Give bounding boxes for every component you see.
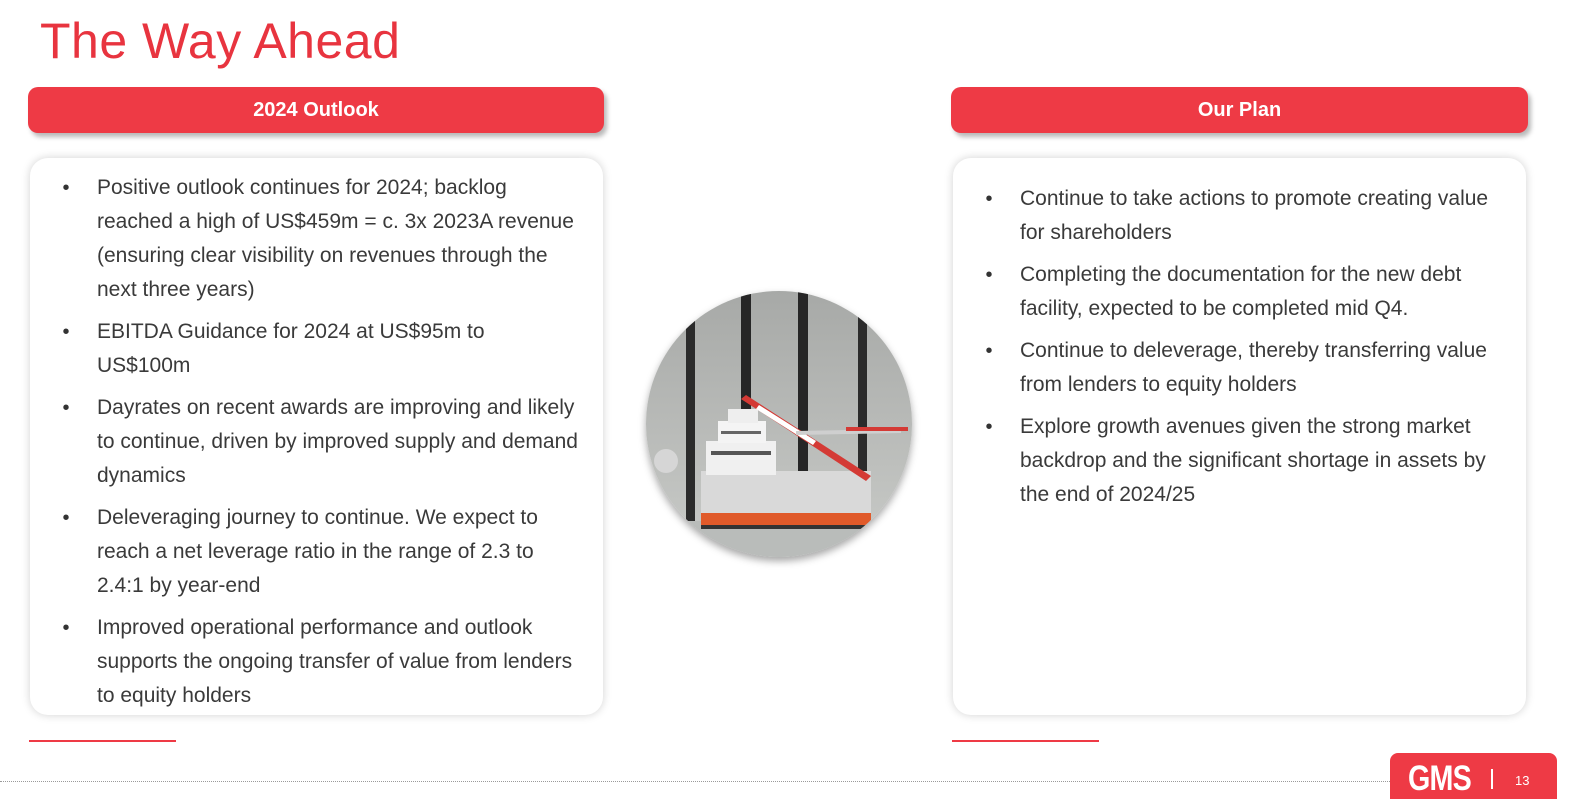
bullet-icon: •	[62, 617, 70, 639]
vessel-photo	[646, 291, 912, 557]
list-item	[983, 410, 1503, 512]
bullet-icon: •	[985, 188, 993, 210]
bullet-icon: •	[62, 177, 70, 199]
bullet-icon: •	[985, 416, 993, 438]
bullet-icon: •	[62, 321, 70, 343]
logo-separator	[1491, 769, 1493, 789]
bullet-icon: •	[62, 507, 70, 529]
page-title: The Way Ahead	[40, 13, 401, 69]
bullet-text: Explore growth avenues given the strong market backdrop and the significant shortage in assets by the end of 2024/25	[1020, 415, 1486, 506]
bullet-text: Improved operational performance and outlook supports the ongoing transfer of value from lenders to equity holders	[97, 616, 573, 707]
plan-header	[951, 87, 1528, 133]
accent-divider	[29, 740, 176, 742]
bullet-text: Deleveraging journey to continue. We expect to reach a net leverage ratio in the range of 2.3 to 2.4:1 by year-end	[97, 506, 538, 597]
list-item	[60, 501, 580, 603]
list-item	[60, 171, 580, 307]
outlook-bullet-list	[60, 171, 580, 721]
accent-divider	[952, 740, 1099, 742]
bullet-text: Continue to deleverage, thereby transferring value from lenders to equity holders	[1020, 339, 1487, 396]
outlook-header-label: 2024 Outlook	[253, 98, 379, 121]
bullet-icon: •	[985, 340, 993, 362]
bullet-icon: •	[985, 264, 993, 286]
list-item	[60, 391, 580, 493]
gms-logo: GMS	[1408, 759, 1471, 798]
bullet-text: EBITDA Guidance for 2024 at US$95m to US$100m	[97, 320, 485, 377]
list-item	[983, 182, 1503, 250]
list-item	[60, 611, 580, 713]
outlook-card	[30, 158, 603, 715]
page-number: 13	[1515, 773, 1530, 788]
plan-header-label: Our Plan	[1197, 98, 1282, 121]
bullet-text: Completing the documentation for the new debt facility, expected to be completed mid Q4.	[1020, 263, 1462, 320]
bullet-text: Dayrates on recent awards are improving and likely to continue, driven by improved supply and demand dynamics	[97, 396, 578, 487]
jack-up-vessel-illustration	[646, 291, 912, 557]
list-item	[983, 258, 1503, 326]
list-item	[60, 315, 580, 383]
list-item	[983, 334, 1503, 402]
bullet-text: Positive outlook continues for 2024; backlog reached a high of US$459m = c. 3x 2023A revenue (ensuring clear visibility on revenues through the next three years)	[97, 176, 574, 301]
plan-bullet-list	[983, 182, 1503, 520]
bullet-icon: •	[62, 397, 70, 419]
plan-card	[953, 158, 1526, 715]
footer-divider	[0, 781, 1390, 782]
bullet-text: Continue to take actions to promote creating value for shareholders	[1020, 187, 1489, 244]
outlook-header	[28, 87, 604, 133]
brand-footer	[1390, 753, 1557, 799]
